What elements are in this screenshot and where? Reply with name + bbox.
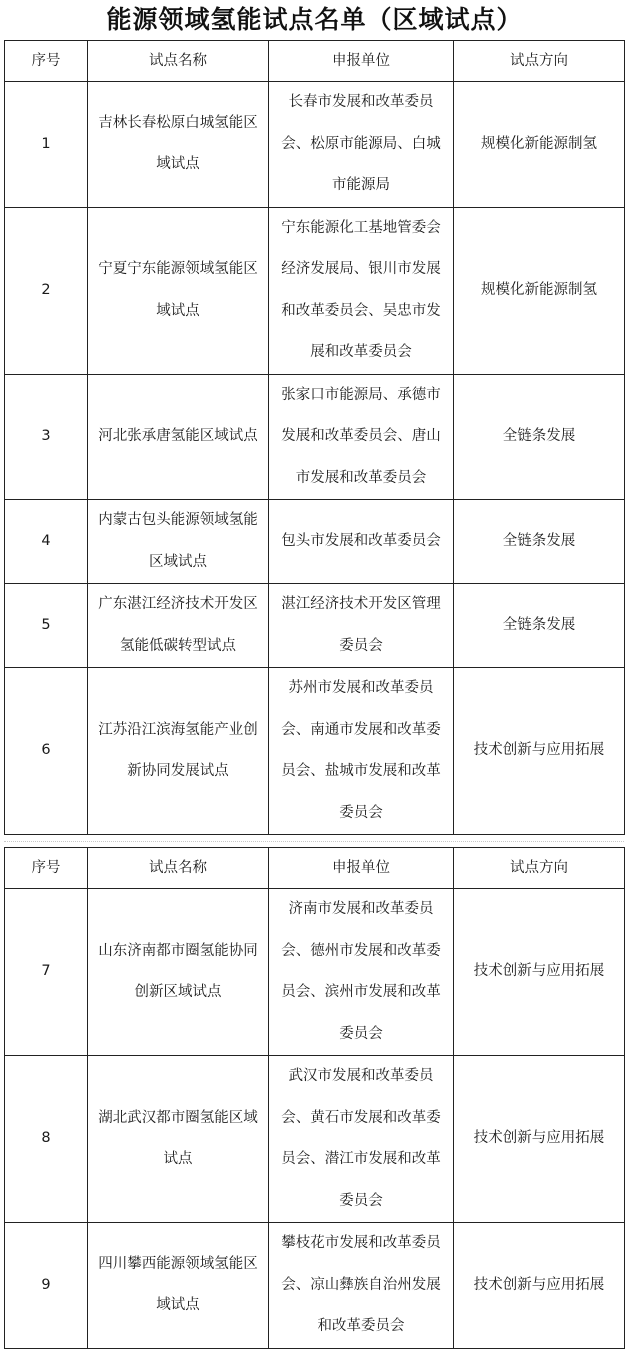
table-header-row <box>5 41 625 82</box>
header-cell-unit: 申报单位 <box>269 848 454 889</box>
row-name: 江苏沿江滨海氢能产业创新协同发展试点 <box>88 668 269 835</box>
header-cell-no: 序号 <box>5 41 88 82</box>
row-direction: 技术创新与应用拓展 <box>454 1223 625 1349</box>
row-no: 1 <box>5 82 88 208</box>
row-no: 6 <box>5 668 88 835</box>
header-cell-direction: 试点方向 <box>454 41 625 82</box>
row-direction: 技术创新与应用拓展 <box>454 1056 625 1223</box>
pilot-table-part-1 <box>4 40 625 835</box>
table-row <box>5 1056 625 1223</box>
row-no: 9 <box>5 1223 88 1349</box>
header-cell-name: 试点名称 <box>88 41 269 82</box>
table-header-row <box>5 848 625 889</box>
row-name: 山东济南都市圈氢能协同创新区域试点 <box>88 889 269 1056</box>
row-name: 吉林长春松原白城氢能区域试点 <box>88 82 269 208</box>
row-name: 内蒙古包头能源领域氢能区域试点 <box>88 500 269 584</box>
page-title: 能源领域氢能试点名单（区域试点） <box>106 5 523 34</box>
page-break-divider <box>4 841 624 844</box>
row-unit: 济南市发展和改革委员会、德州市发展和改革委员会、滨州市发展和改革委员会 <box>269 889 454 1056</box>
row-direction: 全链条发展 <box>454 584 625 668</box>
header-cell-direction: 试点方向 <box>454 848 625 889</box>
table-row <box>5 82 625 208</box>
row-name: 四川攀西能源领域氢能区域试点 <box>88 1223 269 1349</box>
row-name: 宁夏宁东能源领域氢能区域试点 <box>88 207 269 374</box>
row-no: 5 <box>5 584 88 668</box>
row-no: 8 <box>5 1056 88 1223</box>
row-direction: 规模化新能源制氢 <box>454 82 625 208</box>
header-cell-no: 序号 <box>5 848 88 889</box>
row-unit: 苏州市发展和改革委员会、南通市发展和改革委员会、盐城市发展和改革委员会 <box>269 668 454 835</box>
row-unit: 攀枝花市发展和改革委员会、凉山彝族自治州发展和改革委员会 <box>269 1223 454 1349</box>
row-unit: 长春市发展和改革委员会、松原市能源局、白城市能源局 <box>269 82 454 208</box>
header-cell-name: 试点名称 <box>88 848 269 889</box>
row-unit: 张家口市能源局、承德市发展和改革委员会、唐山市发展和改革委员会 <box>269 374 454 500</box>
table-row <box>5 889 625 1056</box>
header-cell-unit: 申报单位 <box>269 41 454 82</box>
row-direction: 全链条发展 <box>454 500 625 584</box>
row-name: 湖北武汉都市圈氢能区域试点 <box>88 1056 269 1223</box>
row-name: 广东湛江经济技术开发区氢能低碳转型试点 <box>88 584 269 668</box>
row-no: 7 <box>5 889 88 1056</box>
row-no: 2 <box>5 207 88 374</box>
table-row <box>5 668 625 835</box>
row-unit: 包头市发展和改革委员会 <box>269 500 454 584</box>
row-name: 河北张承唐氢能区域试点 <box>88 374 269 500</box>
table-row <box>5 500 625 584</box>
row-direction: 规模化新能源制氢 <box>454 207 625 374</box>
row-unit: 宁东能源化工基地管委会经济发展局、银川市发展和改革委员会、吴忠市发展和改革委员会 <box>269 207 454 374</box>
row-direction: 全链条发展 <box>454 374 625 500</box>
row-direction: 技术创新与应用拓展 <box>454 889 625 1056</box>
row-no: 4 <box>5 500 88 584</box>
row-no: 3 <box>5 374 88 500</box>
table-row <box>5 374 625 500</box>
row-unit: 武汉市发展和改革委员会、黄石市发展和改革委员会、潜江市发展和改革委员会 <box>269 1056 454 1223</box>
row-unit: 湛江经济技术开发区管理委员会 <box>269 584 454 668</box>
table-row <box>5 207 625 374</box>
pilot-table-part-2 <box>4 847 625 1349</box>
row-direction: 技术创新与应用拓展 <box>454 668 625 835</box>
table-row <box>5 1223 625 1349</box>
table-row <box>5 584 625 668</box>
